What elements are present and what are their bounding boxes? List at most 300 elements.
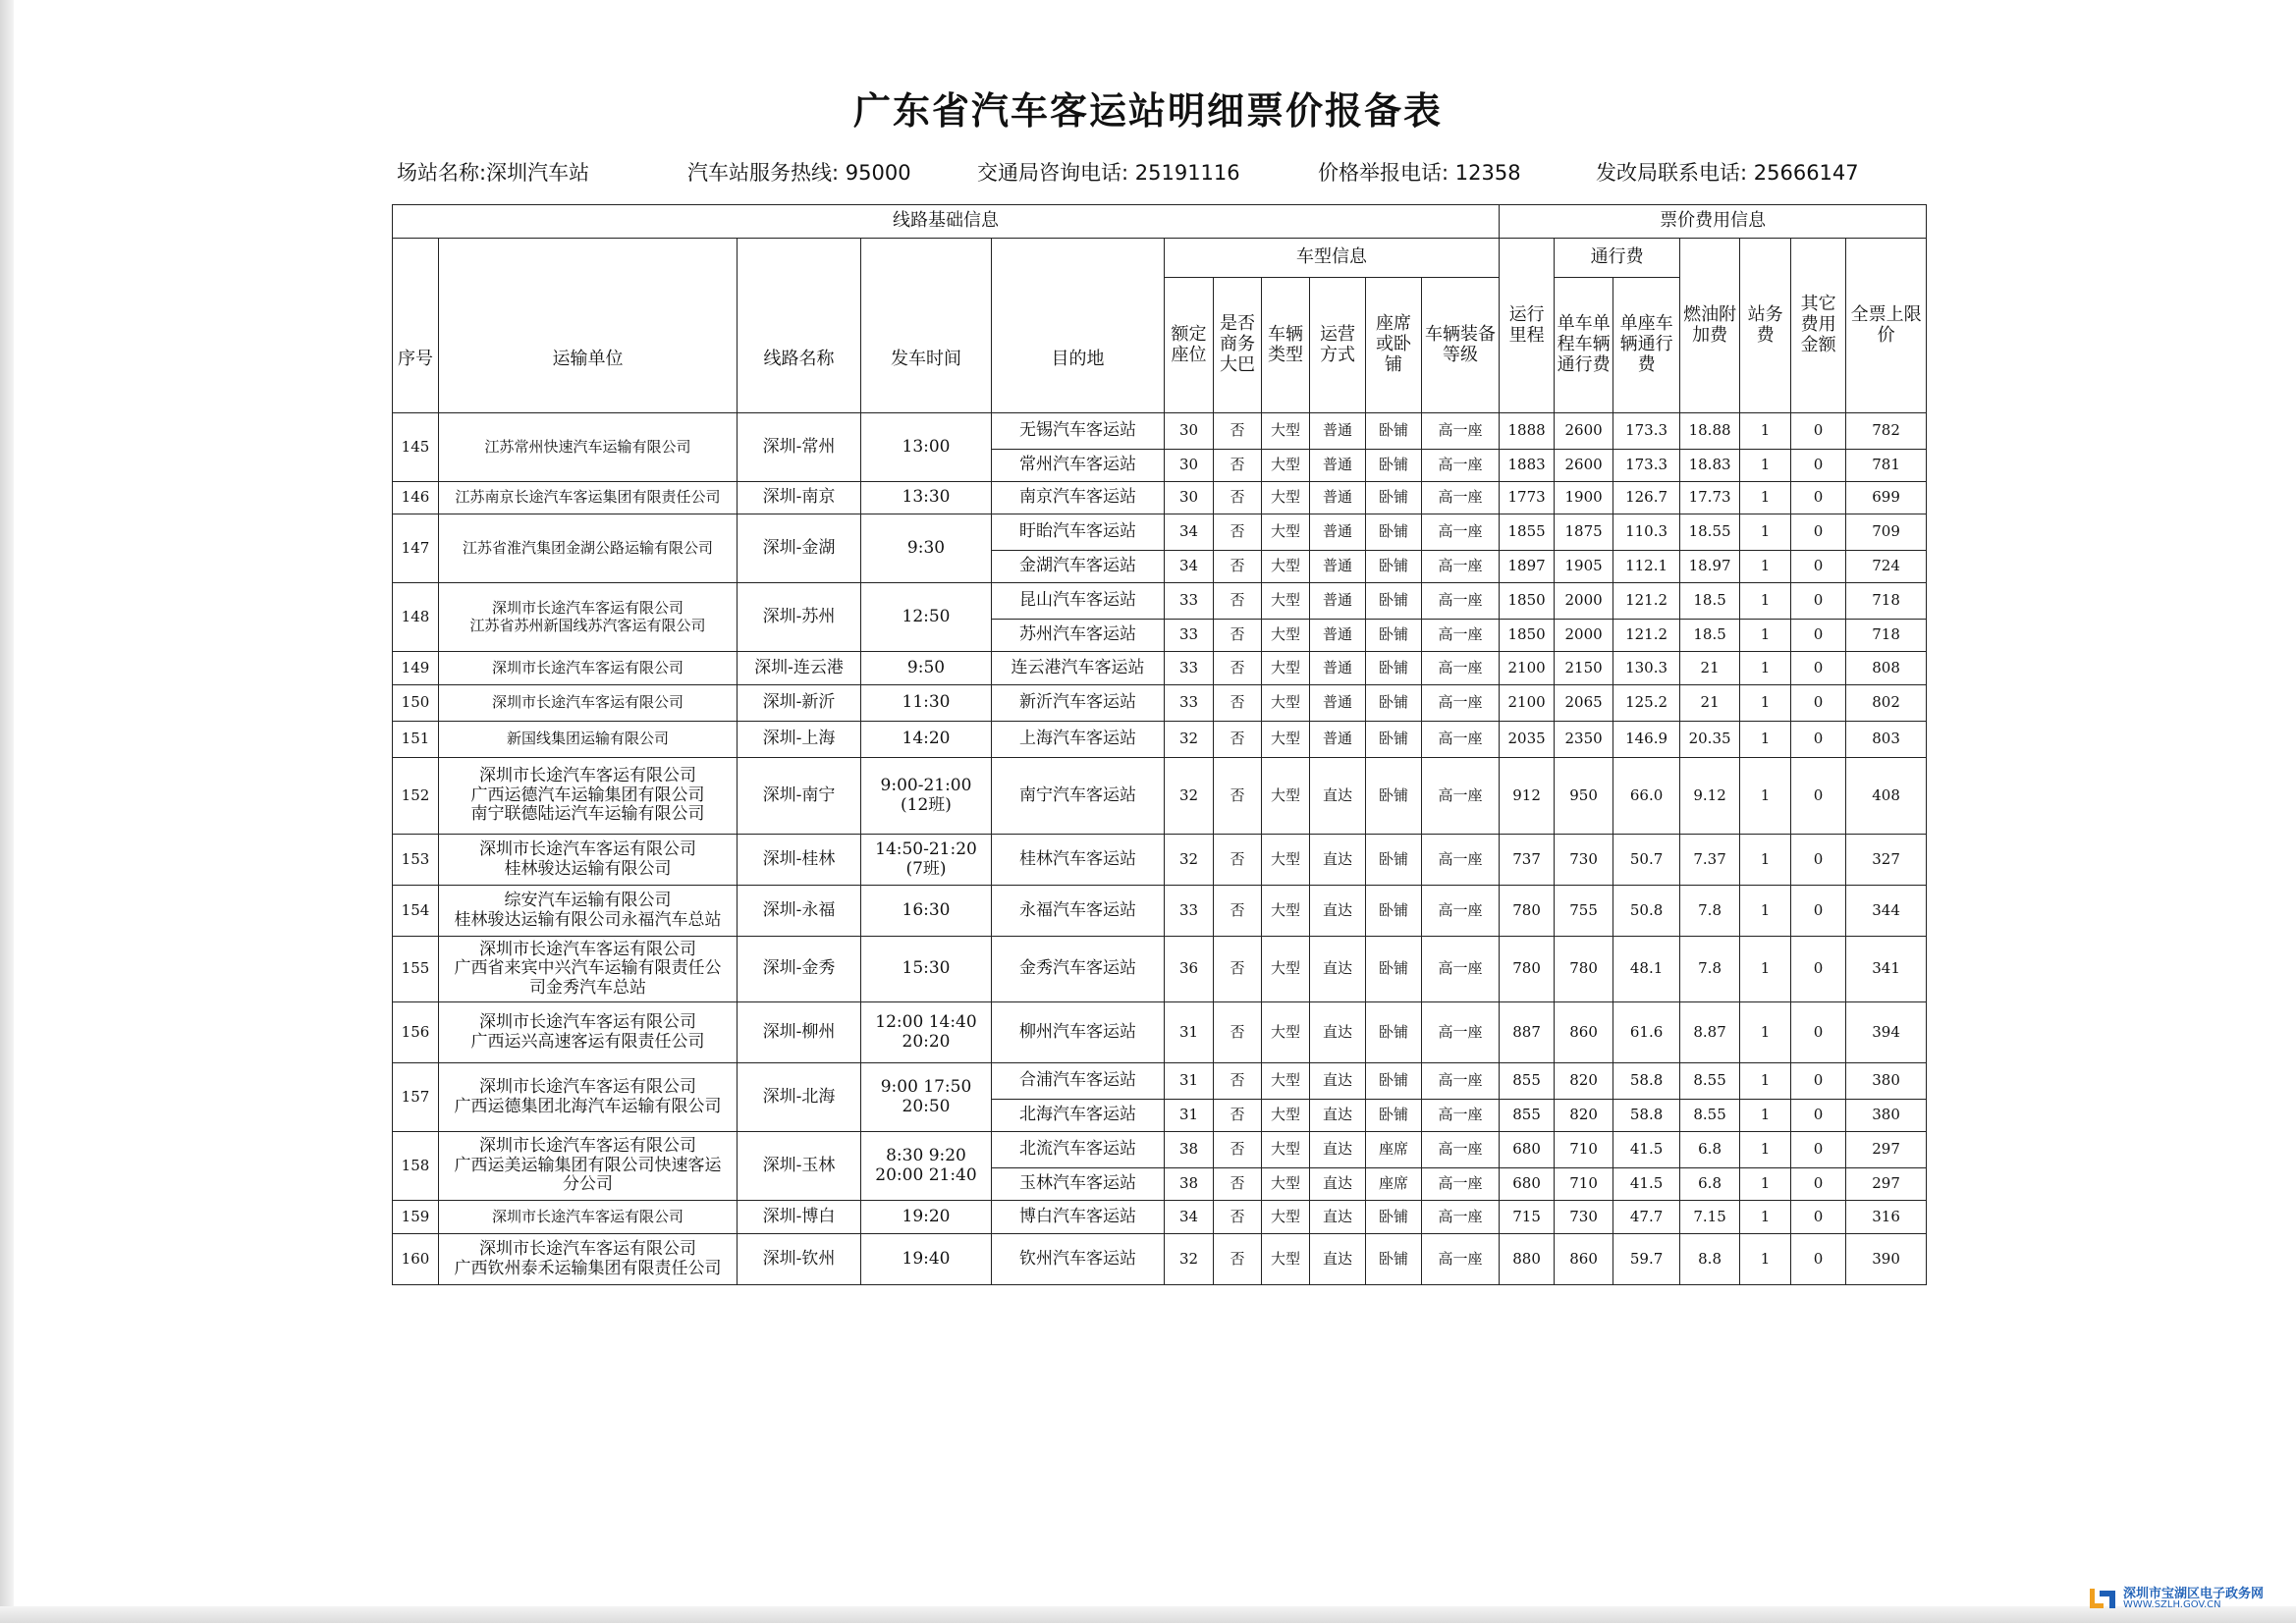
row-toll: 1900	[1555, 482, 1613, 514]
row-price: 724	[1846, 551, 1927, 583]
row-vehicle-type: 大型	[1262, 1063, 1310, 1100]
row-destination: 桂林汽车客运站	[992, 835, 1165, 886]
row-destination: 钦州汽车客运站	[992, 1234, 1165, 1285]
row-seq: 148	[393, 583, 439, 652]
col-route: 线路名称	[738, 239, 861, 413]
col-mileage: 运行里程	[1500, 239, 1555, 413]
row-business: 否	[1214, 652, 1262, 685]
row-price: 808	[1846, 652, 1927, 685]
row-seat-type: 卧铺	[1366, 1002, 1422, 1063]
row-destination: 金秀汽车客运站	[992, 937, 1165, 1002]
table-row	[393, 482, 1927, 514]
row-station-fee: 1	[1740, 652, 1791, 685]
row-vehicle-type: 大型	[1262, 551, 1310, 583]
row-business: 否	[1214, 1100, 1262, 1132]
table-row	[393, 758, 1927, 835]
col-station-fee: 站务费	[1740, 239, 1791, 413]
row-station-fee: 1	[1740, 722, 1791, 758]
row-depart-time	[861, 583, 992, 652]
row-toll-per-seat: 125.2	[1613, 685, 1680, 722]
row-vehicle-type: 大型	[1262, 652, 1310, 685]
row-toll: 755	[1555, 886, 1613, 937]
row-carrier	[439, 1132, 738, 1201]
row-grade: 高一座	[1422, 886, 1500, 937]
row-mileage: 1850	[1500, 583, 1555, 620]
row-station-fee: 1	[1740, 1168, 1791, 1201]
table-row	[393, 583, 1927, 620]
row-toll: 1905	[1555, 551, 1613, 583]
row-other-fee: 0	[1791, 722, 1846, 758]
row-mode: 普通	[1310, 551, 1366, 583]
row-vehicle-type: 大型	[1262, 482, 1310, 514]
row-grade: 高一座	[1422, 1002, 1500, 1063]
table-row	[393, 652, 1927, 685]
row-seats: 34	[1165, 551, 1214, 583]
row-fuel: 6.8	[1680, 1132, 1740, 1168]
row-carrier	[439, 722, 738, 758]
row-seq: 156	[393, 1002, 439, 1063]
row-toll-per-seat: 126.7	[1613, 482, 1680, 514]
depart-time-line: 16:30	[902, 899, 951, 920]
row-depart-time	[861, 835, 992, 886]
col-carrier: 运输单位	[439, 239, 738, 413]
col-seat-type: 座席或卧铺	[1366, 278, 1422, 413]
row-other-fee: 0	[1791, 1063, 1846, 1100]
row-seats: 38	[1165, 1132, 1214, 1168]
row-fuel: 18.88	[1680, 413, 1740, 450]
carrier-line: 桂林骏达运输有限公司永福汽车总站	[454, 909, 722, 930]
row-toll-per-seat: 41.5	[1613, 1168, 1680, 1201]
carrier-line: 深圳市长途汽车客运有限公司	[491, 658, 683, 676]
carrier-line: 江苏省淮汽集团金湖公路运输有限公司	[462, 538, 713, 557]
row-toll-per-seat: 41.5	[1613, 1132, 1680, 1168]
row-vehicle-type: 大型	[1262, 413, 1310, 450]
row-price: 782	[1846, 413, 1927, 450]
col-vehicle-type: 车辆类型	[1262, 278, 1310, 413]
col-operation-mode: 运营方式	[1310, 278, 1366, 413]
row-grade: 高一座	[1422, 1132, 1500, 1168]
row-vehicle-type: 大型	[1262, 1234, 1310, 1285]
row-price: 803	[1846, 722, 1927, 758]
row-toll-per-seat: 50.8	[1613, 886, 1680, 937]
row-fuel: 6.8	[1680, 1168, 1740, 1201]
row-carrier	[439, 1234, 738, 1285]
row-business: 否	[1214, 1002, 1262, 1063]
row-toll: 730	[1555, 835, 1613, 886]
row-grade: 高一座	[1422, 835, 1500, 886]
row-price: 802	[1846, 685, 1927, 722]
row-mileage: 1850	[1500, 620, 1555, 652]
row-toll: 710	[1555, 1132, 1613, 1168]
row-seq: 145	[393, 413, 439, 482]
table-row	[393, 413, 1927, 450]
row-toll: 820	[1555, 1063, 1613, 1100]
row-seq: 147	[393, 514, 439, 583]
col-seats: 额定座位	[1165, 278, 1214, 413]
row-toll-per-seat: 59.7	[1613, 1234, 1680, 1285]
row-route: 深圳-金秀	[738, 937, 861, 1002]
row-seat-type: 卧铺	[1366, 758, 1422, 835]
row-destination: 无锡汽车客运站	[992, 413, 1165, 450]
carrier-line: 深圳市长途汽车客运有限公司	[479, 766, 696, 786]
row-price: 380	[1846, 1063, 1927, 1100]
table-row	[393, 886, 1927, 937]
row-route: 深圳-南宁	[738, 758, 861, 835]
row-toll: 2000	[1555, 583, 1613, 620]
row-destination: 柳州汽车客运站	[992, 1002, 1165, 1063]
depart-time-line: (7班)	[905, 858, 947, 879]
row-business: 否	[1214, 722, 1262, 758]
row-destination: 连云港汽车客运站	[992, 652, 1165, 685]
row-seat-type: 卧铺	[1366, 937, 1422, 1002]
transport-bureau-phone: 交通局咨询电话: 25191116	[977, 161, 1240, 185]
row-vehicle-type: 大型	[1262, 937, 1310, 1002]
row-destination: 金湖汽车客运站	[992, 551, 1165, 583]
station-name: 场站名称:深圳汽车站	[397, 161, 590, 185]
row-business: 否	[1214, 1132, 1262, 1168]
depart-time-line: 14:50-21:20	[875, 839, 977, 859]
row-business: 否	[1214, 937, 1262, 1002]
row-vehicle-type: 大型	[1262, 758, 1310, 835]
row-seats: 31	[1165, 1063, 1214, 1100]
row-seat-type: 卧铺	[1366, 1201, 1422, 1234]
carrier-line: 分公司	[563, 1174, 613, 1195]
row-route: 深圳-上海	[738, 722, 861, 758]
row-mode: 普通	[1310, 450, 1366, 482]
row-seat-type: 卧铺	[1366, 620, 1422, 652]
row-depart-time	[861, 413, 992, 482]
row-grade: 高一座	[1422, 937, 1500, 1002]
price-report-phone: 价格举报电话: 12358	[1318, 161, 1521, 185]
row-other-fee: 0	[1791, 685, 1846, 722]
row-mileage: 887	[1500, 1002, 1555, 1063]
row-vehicle-type: 大型	[1262, 583, 1310, 620]
row-carrier	[439, 583, 738, 652]
row-business: 否	[1214, 482, 1262, 514]
row-price: 718	[1846, 583, 1927, 620]
row-seq: 157	[393, 1063, 439, 1132]
row-station-fee: 1	[1740, 551, 1791, 583]
row-mode: 直达	[1310, 1201, 1366, 1234]
depart-time-line: 13:30	[902, 487, 951, 508]
col-business-bus: 是否商务大巴	[1214, 278, 1262, 413]
row-fuel: 18.83	[1680, 450, 1740, 482]
depart-time-line: 14:20	[902, 729, 951, 749]
row-depart-time	[861, 722, 992, 758]
row-price: 327	[1846, 835, 1927, 886]
table-row	[393, 1234, 1927, 1285]
row-price: 297	[1846, 1168, 1927, 1201]
row-mileage: 1888	[1500, 413, 1555, 450]
row-station-fee: 1	[1740, 620, 1791, 652]
carrier-line: 司金秀汽车总站	[529, 977, 646, 998]
row-toll: 710	[1555, 1168, 1613, 1201]
row-fuel: 7.15	[1680, 1201, 1740, 1234]
row-destination: 盱眙汽车客运站	[992, 514, 1165, 551]
row-mileage: 855	[1500, 1063, 1555, 1100]
row-toll: 2350	[1555, 722, 1613, 758]
row-mode: 直达	[1310, 758, 1366, 835]
row-station-fee: 1	[1740, 886, 1791, 937]
row-vehicle-type: 大型	[1262, 886, 1310, 937]
carrier-line: 广西运美运输集团有限公司快速客运	[454, 1155, 722, 1175]
row-destination: 合浦汽车客运站	[992, 1063, 1165, 1100]
row-vehicle-type: 大型	[1262, 685, 1310, 722]
row-other-fee: 0	[1791, 1168, 1846, 1201]
row-seat-type: 卧铺	[1366, 886, 1422, 937]
row-seat-type: 卧铺	[1366, 450, 1422, 482]
row-toll-per-seat: 58.8	[1613, 1100, 1680, 1132]
carrier-line: 广西省来宾中兴汽车运输有限责任公	[454, 958, 722, 979]
row-mode: 普通	[1310, 514, 1366, 551]
row-fuel: 8.8	[1680, 1234, 1740, 1285]
depart-time-line: 12:50	[902, 606, 951, 626]
row-vehicle-type: 大型	[1262, 722, 1310, 758]
carrier-line: 广西钦州泰禾运输集团有限责任公司	[454, 1258, 722, 1278]
depart-time-line: 9:50	[906, 657, 946, 677]
row-mileage: 2100	[1500, 685, 1555, 722]
row-mode: 普通	[1310, 620, 1366, 652]
row-toll-per-seat: 110.3	[1613, 514, 1680, 551]
row-seq: 146	[393, 482, 439, 514]
row-price: 344	[1846, 886, 1927, 937]
row-seq: 150	[393, 685, 439, 722]
watermark-logo	[2088, 1586, 2264, 1611]
row-toll-per-seat: 112.1	[1613, 551, 1680, 583]
row-vehicle-type: 大型	[1262, 1002, 1310, 1063]
row-seats: 32	[1165, 835, 1214, 886]
row-mileage: 1773	[1500, 482, 1555, 514]
row-mileage: 2035	[1500, 722, 1555, 758]
watermark-name: 深圳市宝湖区电子政务网	[2123, 1586, 2265, 1601]
row-other-fee: 0	[1791, 1002, 1846, 1063]
carrier-line: 深圳市长途汽车客运有限公司	[479, 1011, 696, 1032]
row-toll-per-seat: 48.1	[1613, 937, 1680, 1002]
row-other-fee: 0	[1791, 1132, 1846, 1168]
depart-time-line: 12:00 14:40	[875, 1011, 977, 1032]
row-destination: 博白汽车客运站	[992, 1201, 1165, 1234]
row-route: 深圳-桂林	[738, 835, 861, 886]
row-fuel: 8.55	[1680, 1063, 1740, 1100]
carrier-line: 深圳市长途汽车客运有限公司	[479, 1238, 696, 1259]
row-seat-type: 卧铺	[1366, 1100, 1422, 1132]
depart-time-line: 19:20	[902, 1206, 951, 1226]
carrier-line: 广西运德集团北海汽车运输有限公司	[454, 1096, 722, 1116]
row-price: 316	[1846, 1201, 1927, 1234]
col-toll-per-seat: 单座车辆通行费	[1613, 278, 1680, 413]
row-fuel: 7.8	[1680, 937, 1740, 1002]
row-seats: 32	[1165, 1234, 1214, 1285]
row-carrier	[439, 482, 738, 514]
row-vehicle-type: 大型	[1262, 1132, 1310, 1168]
row-seq: 151	[393, 722, 439, 758]
row-business: 否	[1214, 685, 1262, 722]
row-seats: 34	[1165, 514, 1214, 551]
row-business: 否	[1214, 835, 1262, 886]
table-row	[393, 1063, 1927, 1100]
row-vehicle-type: 大型	[1262, 1100, 1310, 1132]
row-seq: 149	[393, 652, 439, 685]
row-seat-type: 卧铺	[1366, 413, 1422, 450]
row-price: 408	[1846, 758, 1927, 835]
table-row	[393, 1201, 1927, 1234]
row-toll-per-seat: 58.8	[1613, 1063, 1680, 1100]
row-other-fee: 0	[1791, 1100, 1846, 1132]
row-destination: 玉林汽车客运站	[992, 1168, 1165, 1201]
row-seat-type: 座席	[1366, 1168, 1422, 1201]
row-route: 深圳-苏州	[738, 583, 861, 652]
row-carrier	[439, 413, 738, 482]
row-depart-time	[861, 1201, 992, 1234]
row-toll-per-seat: 121.2	[1613, 583, 1680, 620]
row-mileage: 2100	[1500, 652, 1555, 685]
row-seat-type: 卧铺	[1366, 835, 1422, 886]
station-hotline: 汽车站服务热线: 95000	[687, 161, 911, 185]
row-toll: 2600	[1555, 450, 1613, 482]
row-depart-time	[861, 482, 992, 514]
depart-time-line: 20:20	[902, 1031, 951, 1052]
row-fuel: 7.8	[1680, 886, 1740, 937]
row-mode: 直达	[1310, 937, 1366, 1002]
row-business: 否	[1214, 413, 1262, 450]
row-other-fee: 0	[1791, 1234, 1846, 1285]
row-seq: 154	[393, 886, 439, 937]
row-grade: 高一座	[1422, 583, 1500, 620]
page-title: 广东省汽车客运站明细票价报备表	[852, 89, 1443, 133]
row-mileage: 1855	[1500, 514, 1555, 551]
row-route: 深圳-常州	[738, 413, 861, 482]
row-seat-type: 卧铺	[1366, 583, 1422, 620]
row-toll-per-seat: 121.2	[1613, 620, 1680, 652]
row-carrier	[439, 1201, 738, 1234]
row-mode: 直达	[1310, 1063, 1366, 1100]
row-station-fee: 1	[1740, 1132, 1791, 1168]
row-depart-time	[861, 685, 992, 722]
row-seat-type: 卧铺	[1366, 551, 1422, 583]
depart-time-line: (12班)	[901, 794, 952, 815]
carrier-line: 综安汽车运输有限公司	[504, 890, 672, 910]
row-mode: 直达	[1310, 1168, 1366, 1201]
carrier-line: 新国线集团运输有限公司	[506, 730, 669, 748]
row-mileage: 780	[1500, 886, 1555, 937]
row-mode: 直达	[1310, 886, 1366, 937]
carrier-line: 深圳市长途汽车客运有限公司	[479, 939, 696, 959]
row-toll: 950	[1555, 758, 1613, 835]
row-mileage: 1897	[1500, 551, 1555, 583]
row-fuel: 18.5	[1680, 583, 1740, 620]
row-destination: 南京汽车客运站	[992, 482, 1165, 514]
row-fuel: 7.37	[1680, 835, 1740, 886]
row-destination: 昆山汽车客运站	[992, 583, 1165, 620]
row-grade: 高一座	[1422, 413, 1500, 450]
reform-bureau-phone: 发改局联系电话: 25666147	[1596, 161, 1859, 185]
row-other-fee: 0	[1791, 886, 1846, 937]
row-station-fee: 1	[1740, 1201, 1791, 1234]
carrier-line: 深圳市长途汽车客运有限公司	[479, 1076, 696, 1097]
row-seq: 152	[393, 758, 439, 835]
row-grade: 高一座	[1422, 722, 1500, 758]
row-business: 否	[1214, 1063, 1262, 1100]
row-depart-time	[861, 758, 992, 835]
row-other-fee: 0	[1791, 652, 1846, 685]
row-vehicle-type: 大型	[1262, 450, 1310, 482]
row-toll-per-seat: 61.6	[1613, 1002, 1680, 1063]
row-seats: 33	[1165, 620, 1214, 652]
row-route: 深圳-北海	[738, 1063, 861, 1132]
row-other-fee: 0	[1791, 620, 1846, 652]
row-destination: 苏州汽车客运站	[992, 620, 1165, 652]
row-destination: 新沂汽车客运站	[992, 685, 1165, 722]
row-grade: 高一座	[1422, 1168, 1500, 1201]
row-other-fee: 0	[1791, 758, 1846, 835]
row-business: 否	[1214, 1168, 1262, 1201]
carrier-line: 江苏常州快速汽车运输有限公司	[484, 437, 691, 456]
row-fuel: 8.55	[1680, 1100, 1740, 1132]
fare-info-header: 票价费用信息	[1500, 205, 1927, 239]
col-destination: 目的地	[992, 239, 1165, 413]
row-business: 否	[1214, 583, 1262, 620]
row-fuel: 18.5	[1680, 620, 1740, 652]
row-business: 否	[1214, 886, 1262, 937]
row-grade: 高一座	[1422, 551, 1500, 583]
row-station-fee: 1	[1740, 1234, 1791, 1285]
row-mode: 普通	[1310, 722, 1366, 758]
row-price: 718	[1846, 620, 1927, 652]
row-toll-per-seat: 130.3	[1613, 652, 1680, 685]
row-other-fee: 0	[1791, 514, 1846, 551]
row-toll: 1875	[1555, 514, 1613, 551]
row-grade: 高一座	[1422, 685, 1500, 722]
row-toll-per-seat: 66.0	[1613, 758, 1680, 835]
row-grade: 高一座	[1422, 1063, 1500, 1100]
row-mileage: 715	[1500, 1201, 1555, 1234]
row-price: 699	[1846, 482, 1927, 514]
depart-time-line: 11:30	[902, 692, 951, 713]
row-mode: 直达	[1310, 835, 1366, 886]
row-business: 否	[1214, 551, 1262, 583]
row-grade: 高一座	[1422, 1100, 1500, 1132]
row-other-fee: 0	[1791, 551, 1846, 583]
col-toll-single: 单车单程车辆通行费	[1555, 278, 1613, 413]
row-price: 709	[1846, 514, 1927, 551]
row-route: 深圳-玉林	[738, 1132, 861, 1201]
row-carrier	[439, 835, 738, 886]
row-business: 否	[1214, 1234, 1262, 1285]
row-fuel: 18.97	[1680, 551, 1740, 583]
depart-time-line: 9:00-21:00	[880, 775, 972, 795]
row-vehicle-type: 大型	[1262, 1168, 1310, 1201]
watermark-url: WWW.SZLH.GOV.CN	[2123, 1598, 2221, 1610]
scan-bottom-edge	[0, 1606, 2296, 1623]
row-toll-per-seat: 50.7	[1613, 835, 1680, 886]
col-other-fee: 其它费用金额	[1791, 239, 1846, 413]
row-mode: 普通	[1310, 413, 1366, 450]
fare-table	[392, 204, 1927, 1285]
carrier-line: 深圳市长途汽车客运有限公司	[479, 1136, 696, 1157]
row-station-fee: 1	[1740, 685, 1791, 722]
row-business: 否	[1214, 514, 1262, 551]
row-destination: 北海汽车客运站	[992, 1100, 1165, 1132]
row-route: 深圳-连云港	[738, 652, 861, 685]
row-carrier	[439, 758, 738, 835]
row-other-fee: 0	[1791, 583, 1846, 620]
carrier-line: 广西运德汽车运输集团有限公司	[470, 784, 705, 805]
row-toll: 2065	[1555, 685, 1613, 722]
row-destination: 永福汽车客运站	[992, 886, 1165, 937]
depart-time-line: 20:00 21:40	[875, 1164, 977, 1185]
table-row	[393, 835, 1927, 886]
row-seats: 33	[1165, 652, 1214, 685]
